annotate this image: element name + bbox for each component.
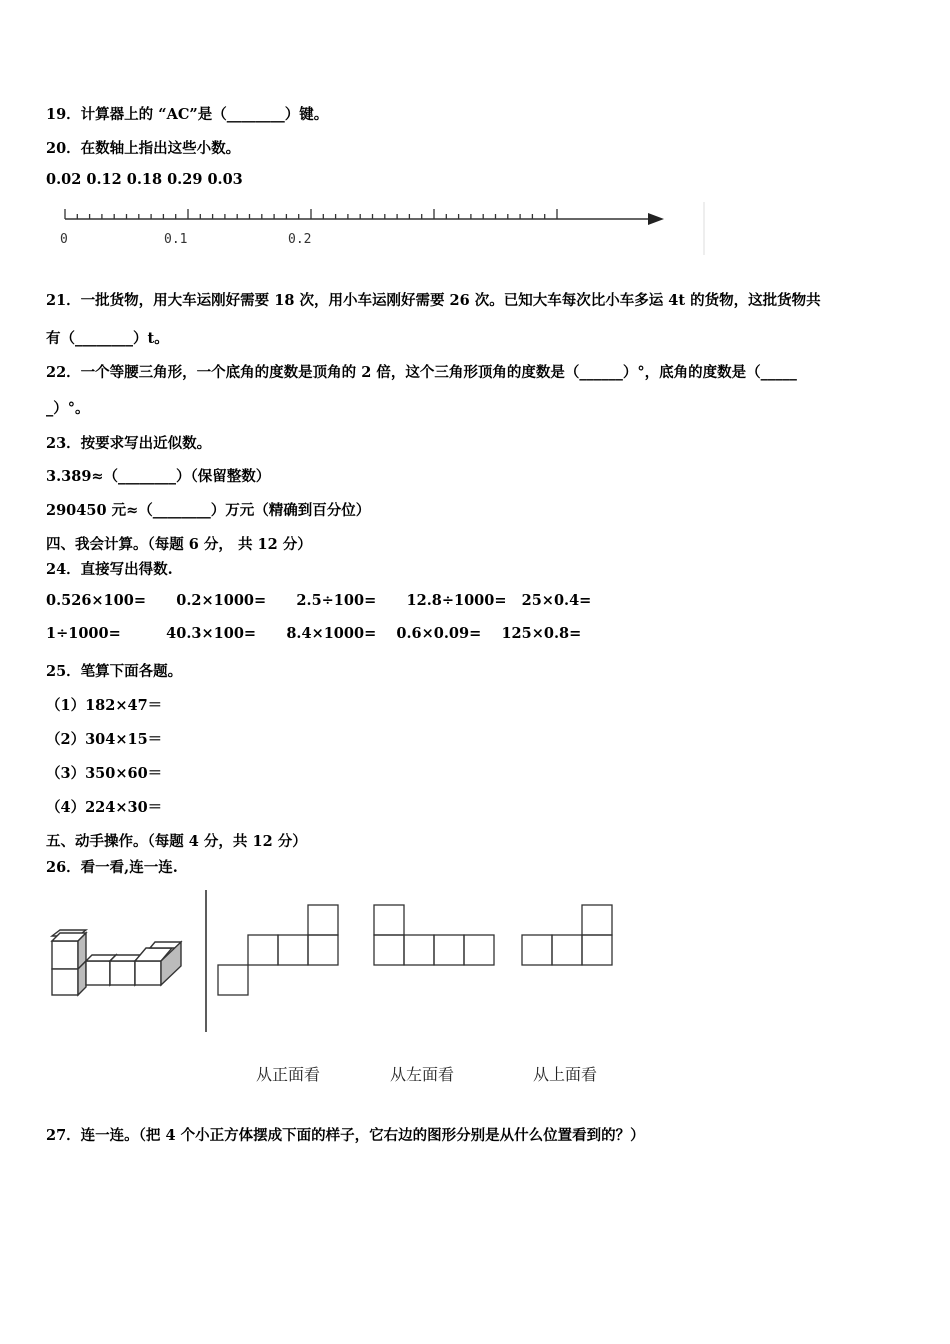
question-20: 20．在数轴上指出这些小数。 [46, 140, 241, 157]
arrow-head-icon [648, 213, 664, 225]
section-4-heading: 四、我会计算。（每题 6 分， 共 12 分） [46, 536, 312, 553]
axis-label-0.1: 0.1 [164, 232, 188, 247]
axis-label-0: 0 [60, 232, 68, 247]
section-5-heading: 五、动手操作。（每题 4 分，共 12 分） [46, 833, 307, 850]
question-25-item-2: （2）304×15＝ [46, 731, 163, 748]
question-25-item-1: （1）182×47＝ [46, 697, 163, 714]
view-label-left: 从左面看 [390, 1065, 455, 1084]
cube-figure [0, 880, 700, 1050]
question-27: 27．连一连。（把 4 个小正方体摆成下面的样子，它右边的图形分别是从什么位置看到的？） [46, 1127, 645, 1144]
question-24: 24．直接写出得数. [46, 561, 173, 578]
question-26: 26．看一看,连一连. [46, 859, 178, 876]
question-22-line2: _）°。 [46, 400, 90, 417]
view-label-front: 从正面看 [256, 1065, 321, 1084]
question-21-line2: 有（________）t。 [46, 330, 169, 347]
question-24-row1: 0.526×100= 0.2×1000= 2.5÷100= 12.8÷1000= 25×0.4= [46, 592, 592, 609]
question-25-item-4: （4）224×30＝ [46, 799, 163, 816]
question-20-values: 0.02 0.12 0.18 0.29 0.03 [46, 171, 243, 188]
question-25-item-3: （3）350×60＝ [46, 765, 163, 782]
number-line [50, 200, 710, 260]
question-22-line1: 22．一个等腰三角形，一个底角的度数是顶角的 2 倍，这个三角形顶角的度数是（______）°，底角的度数是（_____ [46, 364, 797, 381]
question-24-row2: 1÷1000= 40.3×100= 8.4×1000= 0.6×0.09= 125×0.8= [46, 625, 582, 642]
question-25: 25．笔算下面各题。 [46, 663, 183, 680]
question-23: 23．按要求写出近似数。 [46, 435, 212, 452]
axis-label-0.2: 0.2 [288, 232, 312, 247]
view-label-top: 从上面看 [533, 1065, 598, 1084]
question-23-a: 3.389≈（________）（保留整数） [46, 468, 271, 485]
question-19: 19．计算器上的 “AC”是（________）键。 [46, 106, 329, 123]
question-21-line1: 21．一批货物，用大车运刚好需要 18 次，用小车运刚好需要 26 次。已知大车每次比小车多运 4t 的货物，这批货物共 [46, 292, 821, 309]
question-23-b: 290450 元≈（________）万元（精确到百分位） [46, 502, 371, 519]
